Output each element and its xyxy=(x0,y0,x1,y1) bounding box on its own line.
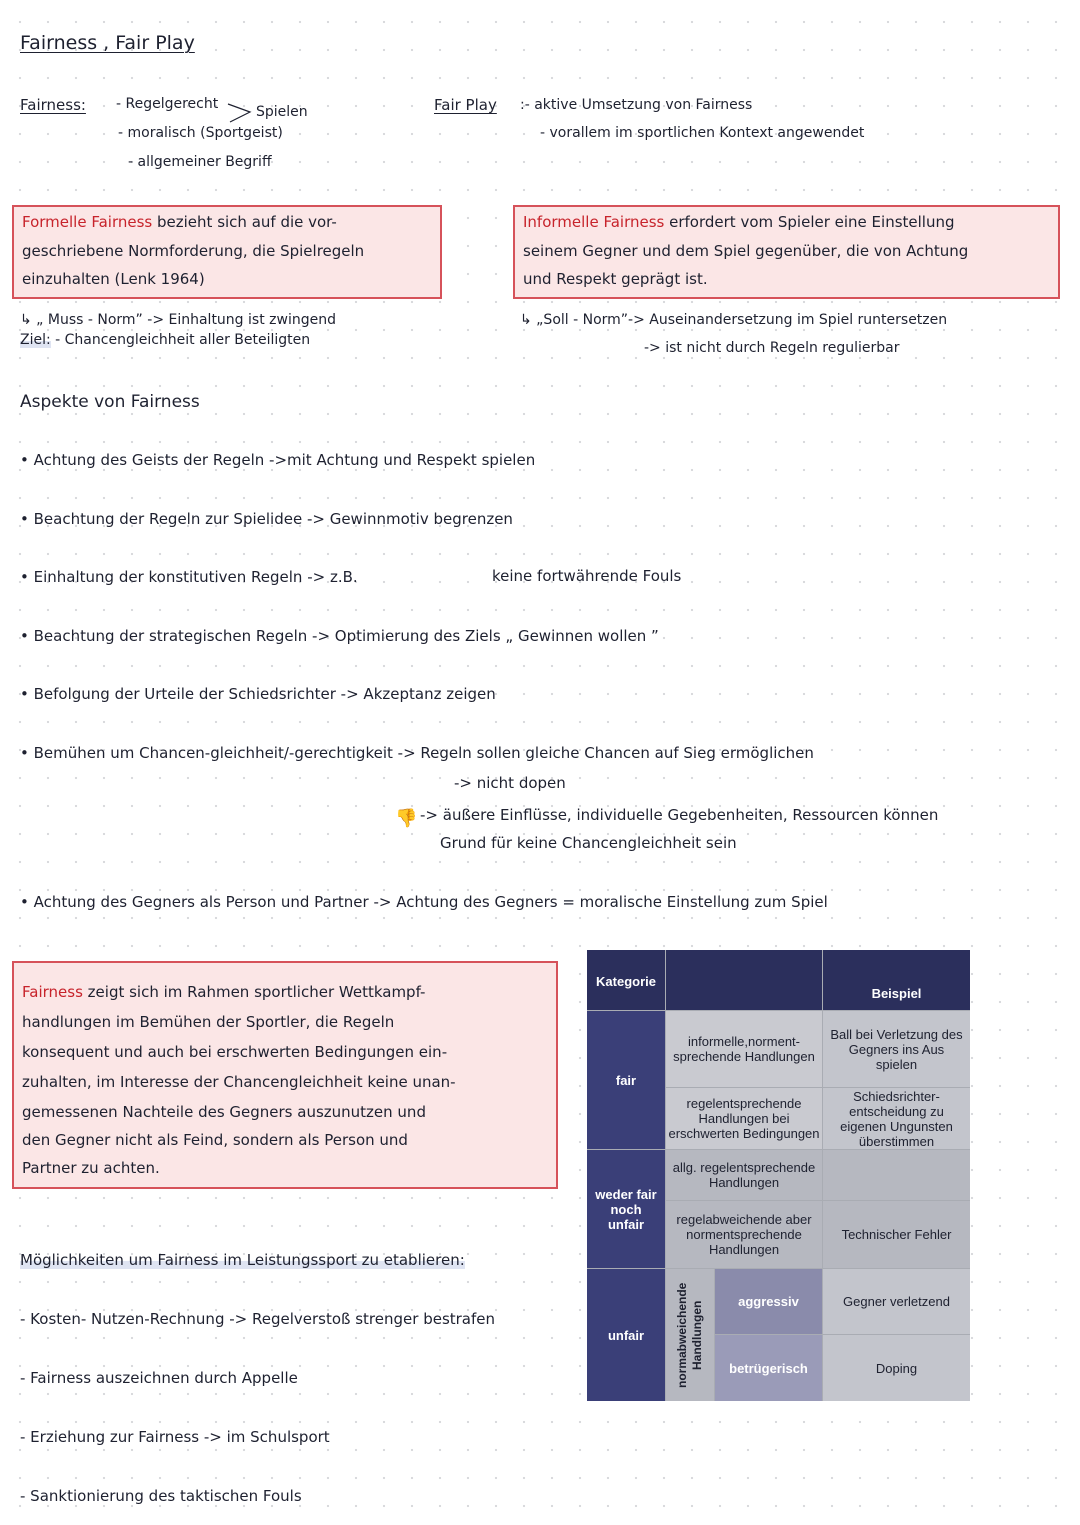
formelle-line: einzuhalten (Lenk 1964) xyxy=(22,270,205,288)
formelle-line: bezieht sich auf die vor- xyxy=(157,213,337,231)
fairness-item: - moralisch (Sportgeist) xyxy=(118,125,283,141)
fairness-bracket-note: Spielen xyxy=(256,104,308,120)
fairplay-line: :- aktive Umsetzung von Fairness xyxy=(520,97,753,113)
informelle-fairness-box xyxy=(513,205,1060,299)
table-cell-example: Schiedsrichter- entscheidung zu eigenen Ungunsten überstimmen xyxy=(823,1088,970,1149)
formelle-goal: - Chancengleichheit aller Beteiligten xyxy=(55,332,311,348)
formelle-line: geschriebene Normforderung, die Spielregeln xyxy=(22,242,365,260)
table-cell-example xyxy=(823,1150,970,1200)
definition-line: zuhalten, im Interesse der Chancengleichheit keine unan- xyxy=(22,1073,456,1091)
definition-line: zeigt sich im Rahmen sportlicher Wettkampf- xyxy=(87,983,426,1001)
fairness-item: - Regelgerecht xyxy=(116,96,219,112)
table-cell-example: Gegner verletzend xyxy=(823,1269,970,1334)
aspects-heading: Aspekte von Fairness xyxy=(20,392,200,412)
informelle-note: -> ist nicht durch Regeln regulierbar xyxy=(644,340,900,356)
possibility-item: - Fairness auszeichnen durch Appelle xyxy=(20,1369,298,1387)
table-vertical-label: normabweichende Handlungen xyxy=(666,1269,714,1401)
table-header-blank xyxy=(666,950,822,1010)
aspect-item: • Befolgung der Urteile der Schiedsrichter -> Akzeptanz zeigen xyxy=(20,685,496,703)
definition-line: Partner zu achten. xyxy=(22,1159,160,1177)
possibility-item: - Kosten- Nutzen-Rechnung -> Regelverstoß strenger bestrafen xyxy=(20,1310,496,1328)
formelle-term: Formelle Fairness xyxy=(22,213,153,231)
informelle-term: Informelle Fairness xyxy=(523,213,665,231)
aspect-subnote: -> nicht dopen xyxy=(454,774,566,792)
informelle-note: ↳ „Soll - Norm”-> Auseinandersetzung im Spiel runtersetzen xyxy=(520,312,948,328)
informelle-line: und Respekt geprägt ist. xyxy=(523,270,708,288)
aspect-item: • Bemühen um Chancen-gleichheit/-gerechtigkeit -> Regeln sollen gleiche Chancen auf Sieg ermöglichen xyxy=(20,744,814,762)
definition-line: konsequent und auch bei erschwerten Bedingungen ein- xyxy=(22,1043,448,1061)
formelle-note: ↳ „ Muss - Norm” -> Einhaltung ist zwingend xyxy=(20,312,336,328)
table-cell-action: allg. regelentsprechende Handlungen xyxy=(666,1150,822,1200)
fairness-category-table xyxy=(587,950,970,1401)
table-category-fair: fair xyxy=(587,1011,665,1149)
formelle-fairness-box xyxy=(12,205,442,299)
informelle-line: seinem Gegner und dem Spiel gegenüber, die von Achtung xyxy=(523,242,969,260)
informelle-line: erfordert vom Spieler eine Einstellung xyxy=(669,213,955,231)
table-cell-example: Doping xyxy=(823,1335,970,1401)
possibility-item: - Erziehung zur Fairness -> im Schulsport xyxy=(20,1428,330,1446)
definition-line: gemessenen Nachteile des Gegners auszunutzen und xyxy=(22,1103,426,1121)
aspect-item: • Beachtung der Regeln zur Spielidee -> Gewinnmotiv begrenzen xyxy=(20,510,513,528)
aspect-item: • Achtung des Gegners als Person und Partner -> Achtung des Gegners = moralische Einstellung zum Spiel xyxy=(20,893,828,911)
table-cell-action: aggressiv xyxy=(715,1269,822,1334)
table-cell-action: betrügerisch xyxy=(715,1335,822,1401)
fairplay-label: Fair Play xyxy=(434,96,497,114)
table-header-category: Kategorie xyxy=(587,950,665,1010)
formelle-goal-label: Ziel: xyxy=(20,332,51,348)
table-cell-action: regelentsprechende Handlungen bei erschwerten Bedingungen xyxy=(666,1088,822,1149)
possibilities-heading: Möglichkeiten um Fairness im Leistungssport zu etablieren: xyxy=(20,1251,465,1269)
definition-term: Fairness xyxy=(22,983,83,1001)
constitutive-example: keine fortwährende Fouls xyxy=(492,567,682,585)
aspect-subnote: Grund für keine Chancengleichheit sein xyxy=(440,834,737,852)
definition-line: handlungen im Bemühen der Sportler, die Regeln xyxy=(22,1013,395,1031)
table-category-unfair: unfair xyxy=(587,1269,665,1401)
fairplay-line: - vorallem im sportlichen Kontext angewendet xyxy=(540,125,865,141)
possibility-item: - Sanktionierung des taktischen Fouls xyxy=(20,1487,302,1505)
bracket-arrow-icon xyxy=(226,98,256,128)
aspect-item: • Beachtung der strategischen Regeln -> Optimierung des Ziels „ Gewinnen wollen ” xyxy=(20,627,659,645)
fairness-label: Fairness: xyxy=(20,96,86,114)
table-cell-action: regelabweichende aber normentsprechende Handlungen xyxy=(666,1201,822,1268)
thumbs-down-icon: 👎 xyxy=(395,808,418,829)
definition-line: den Gegner nicht als Feind, sondern als Person und xyxy=(22,1131,408,1149)
table-cell-example: Technischer Fehler xyxy=(823,1201,970,1268)
table-header-example: Beispiel xyxy=(823,950,970,1010)
page-title: Fairness , Fair Play xyxy=(20,32,195,54)
table-cell-example: Ball bei Verletzung des Gegners ins Aus spielen xyxy=(823,1011,970,1087)
table-cell-action: informelle,norment- sprechende Handlungen xyxy=(666,1011,822,1087)
aspect-item: • Einhaltung der konstitutiven Regeln -> z.B. xyxy=(20,568,358,586)
fairness-definition-box xyxy=(12,961,558,1189)
table-category-neither: weder fair noch unfair xyxy=(587,1150,665,1268)
aspect-subnote: -> äußere Einflüsse, individuelle Gegebenheiten, Ressourcen können xyxy=(420,806,939,824)
fairness-item: - allgemeiner Begriff xyxy=(128,154,272,170)
aspect-item: • Achtung des Geists der Regeln ->mit Achtung und Respekt spielen xyxy=(20,451,536,469)
